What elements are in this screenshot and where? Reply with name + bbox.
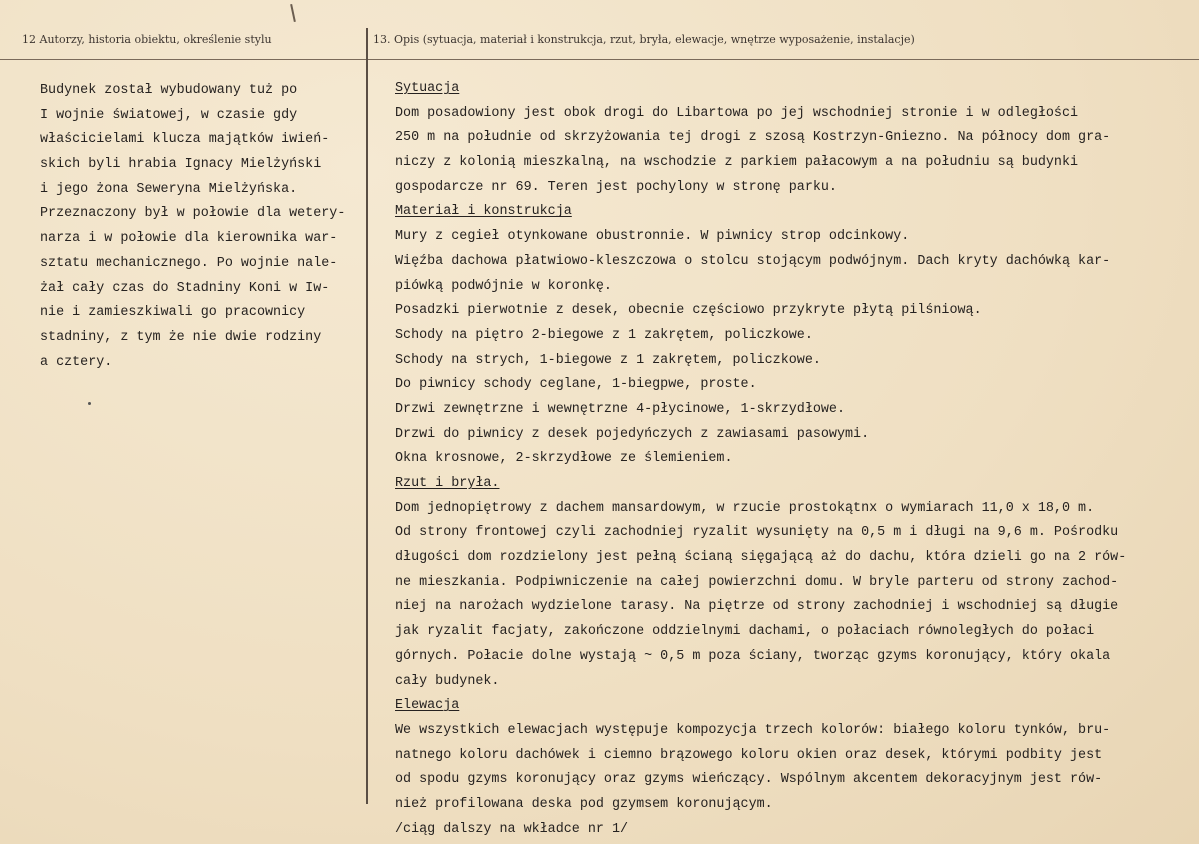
description-line: Dom posadowiony jest obok drogi do Libartowa po jej wschodniej stronie i w odległości xyxy=(395,105,1079,121)
description-row xyxy=(395,472,1185,497)
description-row xyxy=(395,225,1185,250)
header-left: 12 Autorzy, historia obiektu, określenie stylu xyxy=(22,33,272,46)
description-line: 250 m na południe od skrzyżowania tej drogi z szosą Kostrzyn-Gniezno. Na północy dom gra- xyxy=(395,130,1111,146)
header-right: 13. Opis (sytuacja, materiał i konstrukcja, rzut, bryła, elewacje, wnętrze wyposażenie, instalacje) xyxy=(373,33,915,46)
description-line: gospodarcze nr 69. Teren jest pochylony w stronę parku. xyxy=(395,179,837,195)
pencil-mark xyxy=(290,4,296,22)
history-line: I wojnie światowej, w czasie gdy xyxy=(40,107,298,123)
section-heading: Elewacja xyxy=(395,698,460,714)
description-row xyxy=(395,250,1185,275)
history-line: a cztery. xyxy=(40,354,113,370)
description-row xyxy=(395,694,1185,719)
description-line: Posadzki pierwotnie z desek, obecnie częściowo przykryte płytą pilśniową. xyxy=(395,303,982,319)
description-line: We wszystkich elewacjach występuje kompozycja trzech kolorów: białego koloru tynków, bru- xyxy=(395,722,1111,738)
description-row xyxy=(395,398,1185,423)
description-row xyxy=(395,521,1185,546)
description-line: cały budynek. xyxy=(395,673,500,689)
description-row xyxy=(395,373,1185,398)
description-line: górnych. Połacie dolne wystają ~ 0,5 m poza ściany, tworząc gzyms koronujący, który okala xyxy=(395,648,1111,664)
description-line: ne mieszkania. Podpiwniczenie na całej powierzchni domu. W bryle parteru od strony zachod- xyxy=(395,574,1119,590)
description-line: Dom jednopiętrowy z dachem mansardowym, w rzucie prostokątnx o wymiarach 11,0 x 18,0 m. xyxy=(395,500,1095,516)
description-row xyxy=(395,546,1185,571)
description-row xyxy=(395,645,1185,670)
description-row xyxy=(395,620,1185,645)
description-row xyxy=(395,126,1185,151)
description-row xyxy=(395,670,1185,695)
description-row xyxy=(395,595,1185,620)
description-row xyxy=(395,176,1185,201)
history-line: stadniny, z tym że nie dwie rodziny xyxy=(40,329,322,345)
history-line: i jego żona Seweryna Mielżyńska. xyxy=(40,181,298,197)
description-row xyxy=(395,275,1185,300)
description-row xyxy=(395,497,1185,522)
history-line: Budynek został wybudowany tuż po xyxy=(40,83,298,98)
description-row xyxy=(395,571,1185,596)
description-row xyxy=(395,423,1185,448)
description-line: od spodu gzyms koronujący oraz gzyms wieńczący. Wspólnym akcentem dekoracyjnym jest rów- xyxy=(395,772,1103,788)
section-heading: Sytuacja xyxy=(395,81,460,96)
description-row xyxy=(395,793,1185,818)
history-line: narza i w połowie dla kierownika war- xyxy=(40,231,338,247)
description-row xyxy=(395,818,1185,843)
history-line: właścicielami klucza majątków iwień- xyxy=(40,132,330,148)
description-row xyxy=(395,200,1185,225)
history-column xyxy=(40,79,360,375)
description-line: długości dom rozdzielony jest pełną ścianą sięgającą aż do dachu, która dzieli go na 2 rów- xyxy=(395,550,1127,566)
description-line: Więźba dachowa płatwiowo-kleszczowa o stolcu stojącym podwójnym. Dach kryty dachówką kar- xyxy=(395,253,1111,269)
description-row xyxy=(395,719,1185,744)
description-line: jak ryzalit facjaty, zakończone oddzielnymi dachami, o połaciach równoległych do połaci xyxy=(395,624,1095,640)
description-line: nież profilowana deska pod gzymsem koronującym. xyxy=(395,796,773,812)
section-heading: Materiał i konstrukcja xyxy=(395,204,572,220)
description-line: /ciąg dalszy na wkładce nr 1/ xyxy=(395,821,629,837)
history-line: żał cały czas do Stadniny Koni w Iw- xyxy=(40,280,330,296)
description-row xyxy=(395,102,1185,127)
ink-dot xyxy=(88,402,91,405)
description-line: niczy z kolonią mieszkalną, na wschodzie z parkiem pałacowym a na południu są budynki xyxy=(395,155,1079,171)
section-heading: Rzut i bryła. xyxy=(395,476,500,491)
history-line: sztatu mechanicznego. Po wojnie nale- xyxy=(40,255,338,271)
description-line: piówką podwójnie w koronkę. xyxy=(395,278,612,294)
description-line: niej na narożach wydzielone tarasy. Na piętrze od strony zachodniej i wschodniej są długie xyxy=(395,599,1119,615)
description-line: natnego koloru dachówek i ciemno brązowego koloru okien oraz desek, którymi podbity jest xyxy=(395,747,1103,763)
description-row xyxy=(395,768,1185,793)
history-line: nie i zamieszkiwali go pracownicy xyxy=(40,305,306,321)
description-row xyxy=(395,151,1185,176)
column-divider xyxy=(366,28,368,804)
description-row xyxy=(395,744,1185,769)
history-line: skich byli hrabia Ignacy Mielżyński xyxy=(40,157,322,173)
description-row xyxy=(395,77,1185,102)
header-divider xyxy=(0,59,1199,60)
history-line: Przeznaczony był w połowie dla wetery- xyxy=(40,206,346,222)
description-line: Schody na strych, 1-biegowe z 1 zakrętem, policzkowe. xyxy=(395,352,821,368)
description-row xyxy=(395,324,1185,349)
description-line: Do piwnicy schody ceglane, 1-biegpwe, proste. xyxy=(395,377,757,393)
description-line: Drzwi zewnętrzne i wewnętrzne 4-płycinowe, 1-skrzydłowe. xyxy=(395,401,845,417)
description-row xyxy=(395,349,1185,374)
description-line: Schody na piętro 2-biegowe z 1 zakrętem, policzkowe. xyxy=(395,327,813,343)
description-column xyxy=(395,77,1185,842)
description-line: Okna krosnowe, 2-skrzydłowe ze ślemieniem. xyxy=(395,451,733,467)
description-line: Od strony frontowej czyli zachodniej ryzalit wysunięty na 0,5 m i długi na 9,6 m. Pośrodku xyxy=(395,525,1119,541)
description-row xyxy=(395,299,1185,324)
description-line: Mury z cegieł otynkowane obustronnie. W piwnicy strop odcinkowy. xyxy=(395,229,910,245)
description-row xyxy=(395,447,1185,472)
description-line: Drzwi do piwnicy z desek pojedyńczych z zawiasami pasowymi. xyxy=(395,426,870,442)
